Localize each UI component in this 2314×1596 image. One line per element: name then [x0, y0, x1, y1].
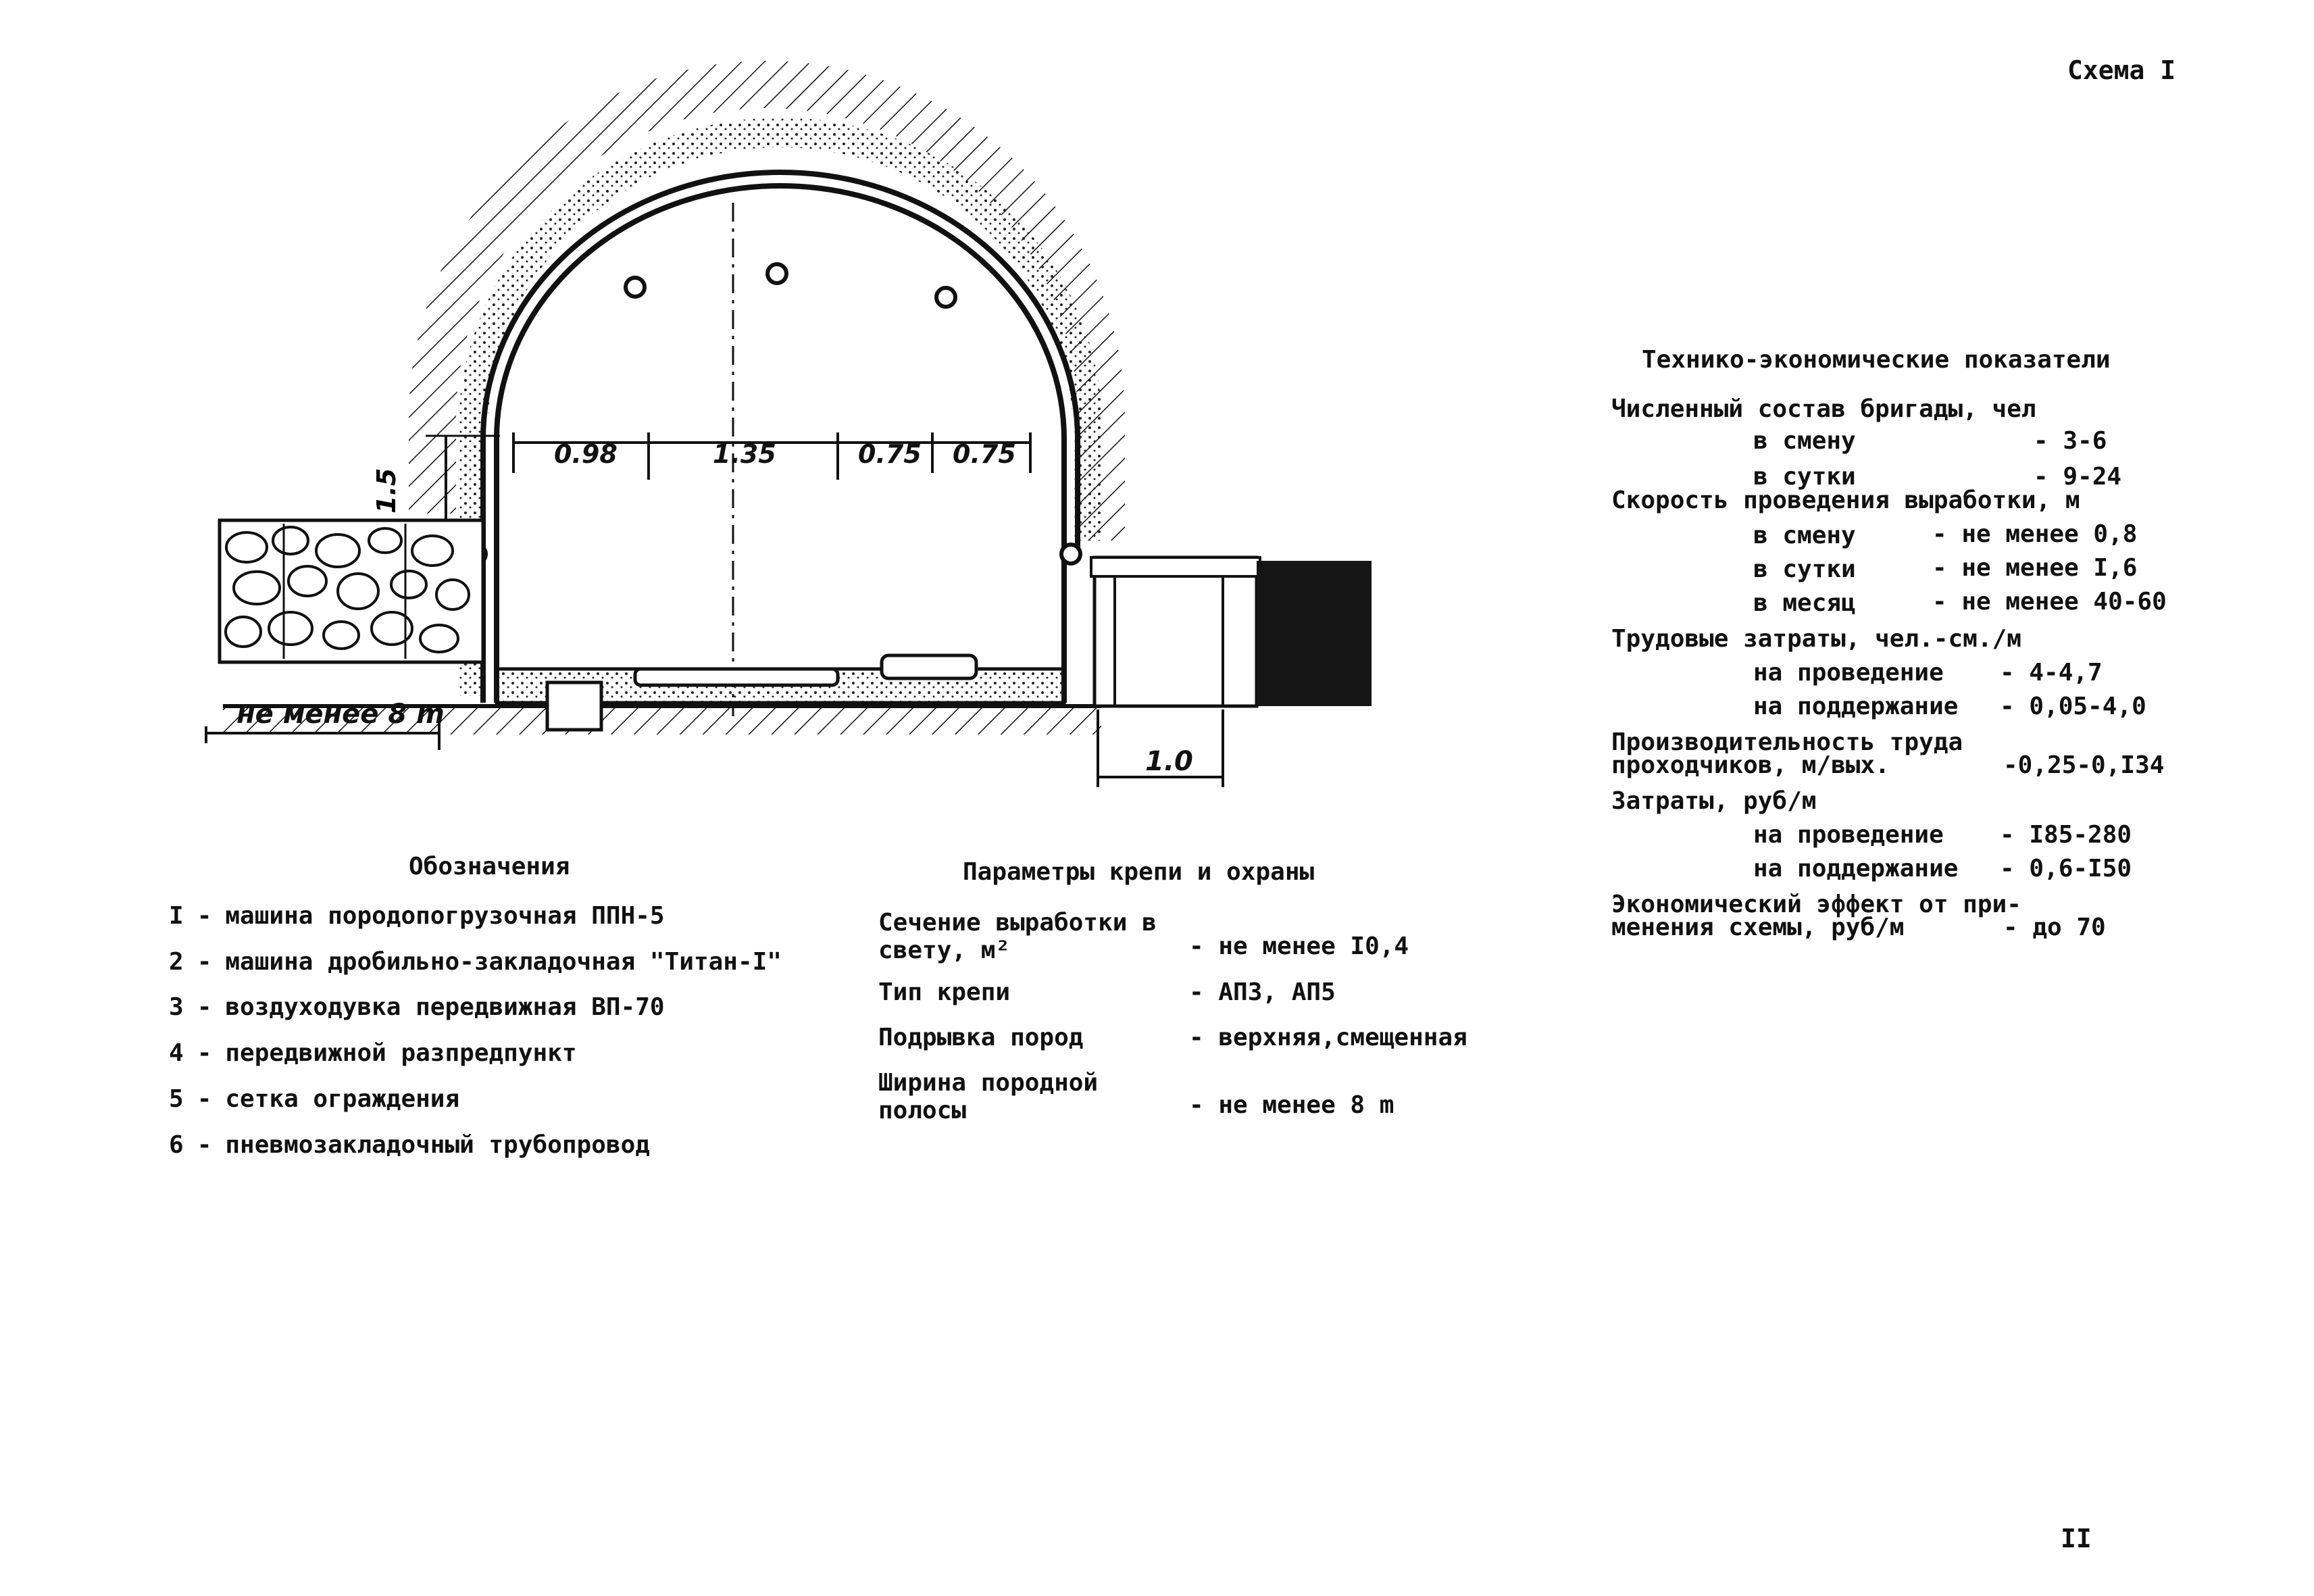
support-label: Ширина породной полосы — [878, 1069, 1099, 1125]
side-gallery-top — [1091, 557, 1260, 576]
indicator-value: - 0,05-4,0 — [2000, 693, 2146, 720]
side-gallery — [1095, 557, 1257, 706]
indicator-heading: проходчиков, м/вых. — [1611, 751, 1890, 779]
indicator-heading: менения схемы, руб/м — [1611, 914, 1905, 941]
indicator-label: на поддержание — [1753, 855, 1959, 882]
indicator-heading: Затраты, руб/м — [1611, 787, 1817, 815]
dim-top-3: 0.75 — [858, 439, 922, 469]
loader-machine — [635, 669, 838, 685]
rock-pack — [220, 520, 483, 662]
indicator-heading: Производительность труда — [1611, 728, 1963, 756]
support-label: Тип крепи — [878, 978, 1011, 1006]
crusher-machine — [882, 655, 976, 678]
dim-top-4: 0.75 — [953, 439, 1016, 469]
support-label: Подрывка пород — [878, 1024, 1084, 1051]
legend-item: 4 - передвижной разпредпункт — [169, 1039, 577, 1067]
indicator-label: в месяц — [1753, 589, 1856, 617]
dim-left: не менее 8 m — [236, 699, 445, 730]
scheme-label: Схема I — [2067, 55, 2176, 85]
dim-top-1: 0.98 — [554, 439, 618, 469]
indicator-label: в смену — [1753, 522, 1856, 549]
indicator-label: на поддержание — [1753, 693, 1959, 720]
support-value: - верхняя,смещенная — [1189, 1024, 1467, 1051]
dim-vertical: 1.5 — [372, 468, 401, 514]
indicator-label: в смену — [1753, 427, 1856, 455]
support-value: - не менее 8 m — [1189, 1091, 1394, 1119]
indicator-value: - не менее 0,8 — [1932, 520, 2138, 548]
tunnel-cross-section — [0, 0, 1453, 831]
legend-title: Обозначения — [409, 853, 570, 880]
indicator-value: - не менее I,6 — [1932, 554, 2138, 582]
dim-top-2: 1.35 — [713, 439, 776, 469]
floor-box — [547, 682, 601, 730]
legend-item: 3 - воздуходувка передвижная ВП-70 — [169, 993, 665, 1021]
indicator-value: - 9-24 — [2034, 463, 2122, 491]
indicator-value: - 3-6 — [2034, 427, 2107, 455]
indicator-value: -0,25-0,I34 — [2003, 751, 2165, 779]
backfill-layer — [473, 132, 1088, 696]
support-label: Сечение выработки в свету, м² — [878, 909, 1157, 965]
dark-rock-pack — [1257, 561, 1372, 706]
indicator-heading: Скорость проведения выработки, м — [1611, 487, 2080, 514]
support-title: Параметры крепи и охраны — [963, 858, 1315, 886]
indicator-value: - не менее 40-60 — [1932, 588, 2167, 616]
legend-item: 5 - сетка ограждения — [169, 1085, 460, 1113]
legend-item: 6 - пневмозакладочный трубопровод — [169, 1131, 650, 1159]
indicator-value: - до 70 — [2003, 914, 2106, 941]
indicator-label: в сутки — [1753, 463, 1856, 491]
indicator-heading: Экономический эффект от при- — [1611, 891, 2021, 918]
indicator-value: - 0,6-I50 — [2000, 855, 2132, 882]
indicator-heading: Численный состав бригады, чел — [1611, 395, 2036, 423]
indicator-value: - I85-280 — [2000, 821, 2132, 849]
arch-outer — [483, 172, 1078, 703]
indicator-heading: Трудовые затраты, чел.-см./м — [1611, 625, 2021, 653]
indicator-label: на проведение — [1753, 659, 1944, 687]
indicator-label: в сутки — [1753, 555, 1856, 583]
support-value: - АПЗ, АП5 — [1189, 978, 1336, 1006]
dim-right: 1.0 — [1145, 746, 1193, 777]
support-value: - не менее I0,4 — [1189, 932, 1409, 960]
page-number: II — [2061, 1524, 2092, 1553]
arch-fasteners — [467, 264, 1080, 564]
legend-item: 2 - машина дробильно-закладочная "Титан-I" — [169, 948, 782, 976]
indicator-label: на проведение — [1753, 821, 1944, 849]
indicator-value: - 4-4,7 — [2000, 659, 2103, 687]
indicators-title: Технико-экономические показатели — [1642, 346, 2111, 374]
legend-item: I - машина породопогрузочная ППН-5 — [169, 902, 665, 930]
